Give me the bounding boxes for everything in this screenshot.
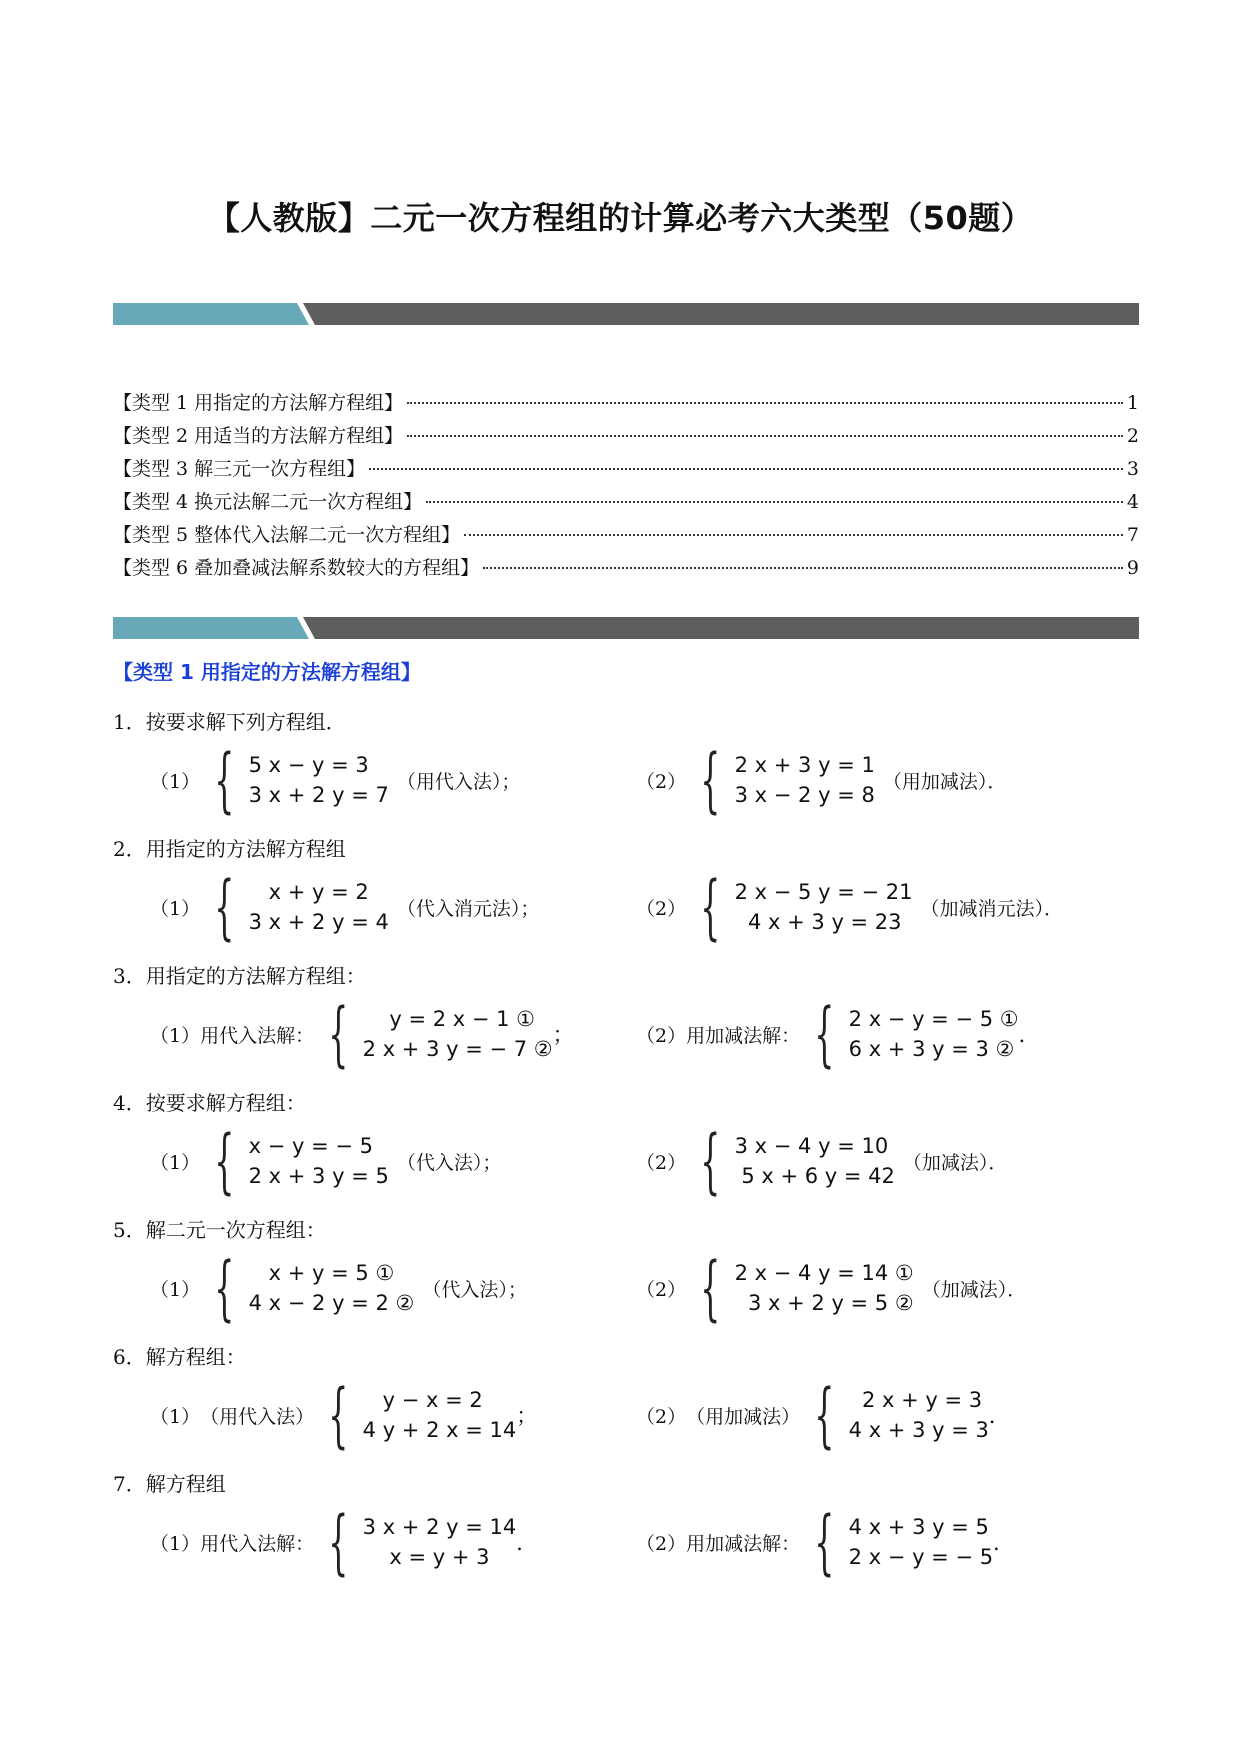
part-label: （1） — [150, 1405, 201, 1428]
equation: 2 x + 3 y = 1 — [734, 753, 875, 777]
toc-leader-dots — [407, 435, 1123, 437]
equation: 2 x − 4 y = 14 ① — [734, 1261, 914, 1285]
part-label: （1） — [150, 897, 201, 920]
question-part — [636, 993, 1040, 1075]
part-note: ； — [552, 1023, 574, 1047]
part-note: （加减法）． — [902, 1151, 1008, 1174]
part-note: （代入消元法）； — [396, 897, 540, 920]
part-prefix: 用代入法解： — [200, 1024, 315, 1047]
question-part — [150, 1374, 538, 1456]
question-title: 7．解方程组 — [113, 1472, 226, 1496]
brace-icon: { — [700, 1247, 721, 1329]
question-title: 4．按要求解方程组： — [113, 1091, 306, 1115]
equation: 6 x + 3 y = 3 ② — [848, 1037, 1015, 1061]
equation-system — [735, 877, 913, 937]
question-part — [150, 1120, 502, 1202]
equation: 4 y + 2 x = 14 — [362, 1418, 517, 1442]
toc-entry[interactable] — [113, 520, 1139, 553]
toc-leader-dots — [483, 567, 1123, 569]
equation-system — [363, 1004, 553, 1064]
question-title: 6．解方程组： — [113, 1345, 246, 1369]
question-title: 5．解二元一次方程组： — [113, 1218, 326, 1242]
toc-entry-label: 【类型 3 解三元一次方程组】 — [113, 458, 366, 480]
question-part — [636, 1374, 1010, 1456]
part-label: （1） — [150, 1151, 201, 1174]
toc-page-number: 2 — [1126, 425, 1139, 447]
document-title: 【人教版】二元一次方程组的计算必考六大类型（50题） — [207, 199, 1034, 237]
question-title: 3．用指定的方法解方程组： — [113, 964, 366, 988]
equation: x + y = 2 — [248, 880, 369, 904]
part-prefix: 用代入法解： — [200, 1532, 315, 1555]
brace-icon: { — [814, 1501, 835, 1583]
equation: y = 2 x − 1 ① — [362, 1007, 536, 1031]
equation-system — [363, 1512, 517, 1572]
toc-entry-label: 【类型 5 整体代入法解二元一次方程组】 — [113, 524, 461, 546]
part-label: （2） — [636, 1405, 687, 1428]
brace-icon: { — [328, 1374, 349, 1456]
toc-entry[interactable] — [113, 388, 1139, 421]
equation-system — [249, 750, 389, 810]
toc-page-number: 9 — [1126, 557, 1139, 579]
equation: 4 x + 3 y = 23 — [734, 910, 902, 934]
equation: y − x = 2 — [362, 1388, 483, 1412]
equation-system — [249, 1258, 415, 1318]
question-title: 2．用指定的方法解方程组 — [113, 837, 346, 861]
part-note: ． — [516, 1531, 538, 1555]
part-prefix: 用加减法解： — [686, 1532, 801, 1555]
toc-leader-dots — [464, 534, 1123, 536]
brace-icon: { — [214, 866, 235, 948]
equation: 2 x + y = 3 — [848, 1388, 983, 1412]
part-note: ； — [516, 1404, 538, 1428]
part-prefix: 用加减法解： — [686, 1024, 801, 1047]
part-note: （用代入法）； — [396, 770, 521, 793]
part-note: ． — [1018, 1023, 1040, 1047]
equation: 2 x + 3 y = 5 — [248, 1164, 389, 1188]
divider-bar-top — [113, 303, 1139, 325]
equation-system — [849, 1385, 989, 1445]
brace-icon: { — [700, 1120, 721, 1202]
toc-page-number: 3 — [1126, 458, 1139, 480]
part-label: （2） — [636, 1151, 687, 1174]
part-label: （1） — [150, 1532, 201, 1555]
part-note: （代入法）； — [422, 1278, 527, 1301]
brace-icon: { — [814, 993, 835, 1075]
question-part — [150, 1247, 527, 1329]
toc-page-number: 7 — [1126, 524, 1139, 546]
equation-system — [735, 750, 875, 810]
equation-system — [249, 1131, 389, 1191]
equation: 3 x − 2 y = 8 — [734, 783, 875, 807]
equation: 4 x + 3 y = 3 — [848, 1418, 989, 1442]
section-heading: 【类型 1 用指定的方法解方程组】 — [113, 660, 421, 684]
toc-entry-label: 【类型 1 用指定的方法解方程组】 — [113, 392, 404, 414]
equation-system — [849, 1004, 1019, 1064]
brace-icon: { — [214, 739, 235, 821]
part-note: ． — [993, 1531, 1015, 1555]
question-part — [636, 1501, 1015, 1583]
question-part — [150, 1501, 538, 1583]
equation-system — [735, 1258, 914, 1318]
part-note: （代入法）； — [396, 1151, 502, 1174]
toc-entry[interactable] — [113, 487, 1139, 520]
toc-page-number: 1 — [1126, 392, 1139, 414]
toc-entry[interactable] — [113, 553, 1139, 586]
part-label: （2） — [636, 897, 687, 920]
part-label: （1） — [150, 1024, 201, 1047]
part-label: （1） — [150, 770, 201, 793]
equation: 4 x + 3 y = 5 — [848, 1515, 989, 1539]
question-part — [150, 739, 521, 821]
equation: 5 x − y = 3 — [248, 753, 369, 777]
equation-system — [363, 1385, 517, 1445]
part-prefix: （用加减法） — [686, 1405, 801, 1428]
brace-icon: { — [214, 1247, 235, 1329]
equation-system — [735, 1131, 895, 1191]
equation: 5 x + 6 y = 42 — [734, 1164, 895, 1188]
question-part — [636, 739, 1007, 821]
brace-icon: { — [700, 739, 721, 821]
question-part — [636, 1247, 1027, 1329]
equation: 2 x − y = − 5 ① — [848, 1007, 1019, 1031]
equation: 3 x + 2 y = 14 — [362, 1515, 517, 1539]
question-title: 1．按要求解下列方程组． — [113, 710, 346, 734]
brace-icon: { — [700, 866, 721, 948]
toc-leader-dots — [407, 402, 1123, 404]
part-note: ． — [988, 1404, 1010, 1428]
part-note: （加减法）． — [921, 1278, 1027, 1301]
equation: 2 x − y = − 5 — [848, 1545, 994, 1569]
brace-icon: { — [328, 993, 349, 1075]
toc-entry[interactable] — [113, 454, 1139, 487]
toc-entry[interactable] — [113, 421, 1139, 454]
equation: x + y = 5 ① — [248, 1261, 395, 1285]
brace-icon: { — [214, 1120, 235, 1202]
equation-system — [849, 1512, 993, 1572]
table-of-contents — [113, 388, 1139, 586]
equation: 3 x + 2 y = 4 — [248, 910, 389, 934]
equation-system — [249, 877, 389, 937]
equation: 2 x + 3 y = − 7 ② — [362, 1037, 553, 1061]
toc-entry-label: 【类型 6 叠加叠减法解系数较大的方程组】 — [113, 557, 480, 579]
brace-icon: { — [328, 1501, 349, 1583]
equation: 4 x − 2 y = 2 ② — [248, 1291, 415, 1315]
question-part — [150, 866, 540, 948]
equation: 3 x + 2 y = 5 ② — [734, 1291, 914, 1315]
equation: x − y = − 5 — [248, 1134, 374, 1158]
question-part — [636, 1120, 1008, 1202]
equation: x = y + 3 — [362, 1545, 490, 1569]
question-part — [150, 993, 574, 1075]
part-label: （2） — [636, 770, 687, 793]
part-note: （加减消元法）． — [920, 897, 1063, 920]
part-note: （用加减法）． — [882, 770, 1007, 793]
divider-bar-section — [113, 617, 1139, 639]
toc-leader-dots — [426, 501, 1123, 503]
part-label: （2） — [636, 1532, 687, 1555]
part-label: （2） — [636, 1024, 687, 1047]
equation: 3 x + 2 y = 7 — [248, 783, 389, 807]
toc-entry-label: 【类型 4 换元法解二元一次方程组】 — [113, 491, 423, 513]
toc-entry-label: 【类型 2 用适当的方法解方程组】 — [113, 425, 404, 447]
equation: 2 x − 5 y = − 21 — [734, 880, 913, 904]
question-part — [636, 866, 1063, 948]
brace-icon: { — [814, 1374, 835, 1456]
part-label: （2） — [636, 1278, 687, 1301]
toc-leader-dots — [369, 468, 1123, 470]
part-label: （1） — [150, 1278, 201, 1301]
toc-page-number: 4 — [1126, 491, 1139, 513]
part-prefix: （用代入法） — [200, 1405, 315, 1428]
equation: 3 x − 4 y = 10 — [734, 1134, 889, 1158]
